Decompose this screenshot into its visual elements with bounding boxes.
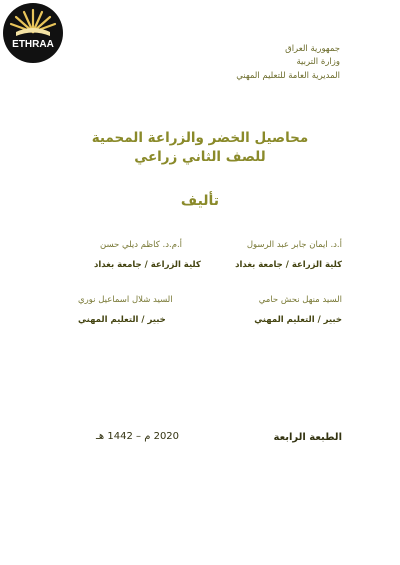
author-1-affiliation: كلية الزراعة / جامعة بغداد (235, 260, 342, 270)
author-1-name: أ.د. ايمان جابر عبد الرسول (246, 240, 342, 250)
ethraa-logo (2, 2, 64, 64)
author-3-affiliation: خبير / التعليم المهني (254, 315, 342, 325)
author-4-name: السيد شلال اسماعيل نوري (78, 295, 173, 305)
authorship-heading: تأليف (180, 193, 220, 209)
edition-year: 2020 م – 1442 هـ (96, 431, 180, 442)
header-directorate: المديرية العامة للتعليم المهني (236, 71, 340, 81)
header-country: جمهورية العراق (285, 44, 340, 54)
header-ministry: وزارة التربية (296, 57, 340, 67)
author-2-affiliation: كلية الزراعة / جامعة بغداد (94, 260, 201, 270)
logo-graphic (2, 2, 64, 64)
edition-label: الطبعة الرابعة (273, 432, 342, 443)
logo-text: ETHRAA (12, 39, 54, 50)
author-4-affiliation: خبير / التعليم المهني (78, 315, 166, 325)
book-title: محاصيل الخضر والزراعة المحمية (91, 130, 309, 146)
author-2-name: أ.م.د. كاظم ديلي حسن (100, 240, 183, 250)
author-3-name: السيد منهل نحش حامي (258, 295, 342, 305)
book-subtitle: للصف الثاني زراعي (134, 149, 266, 165)
